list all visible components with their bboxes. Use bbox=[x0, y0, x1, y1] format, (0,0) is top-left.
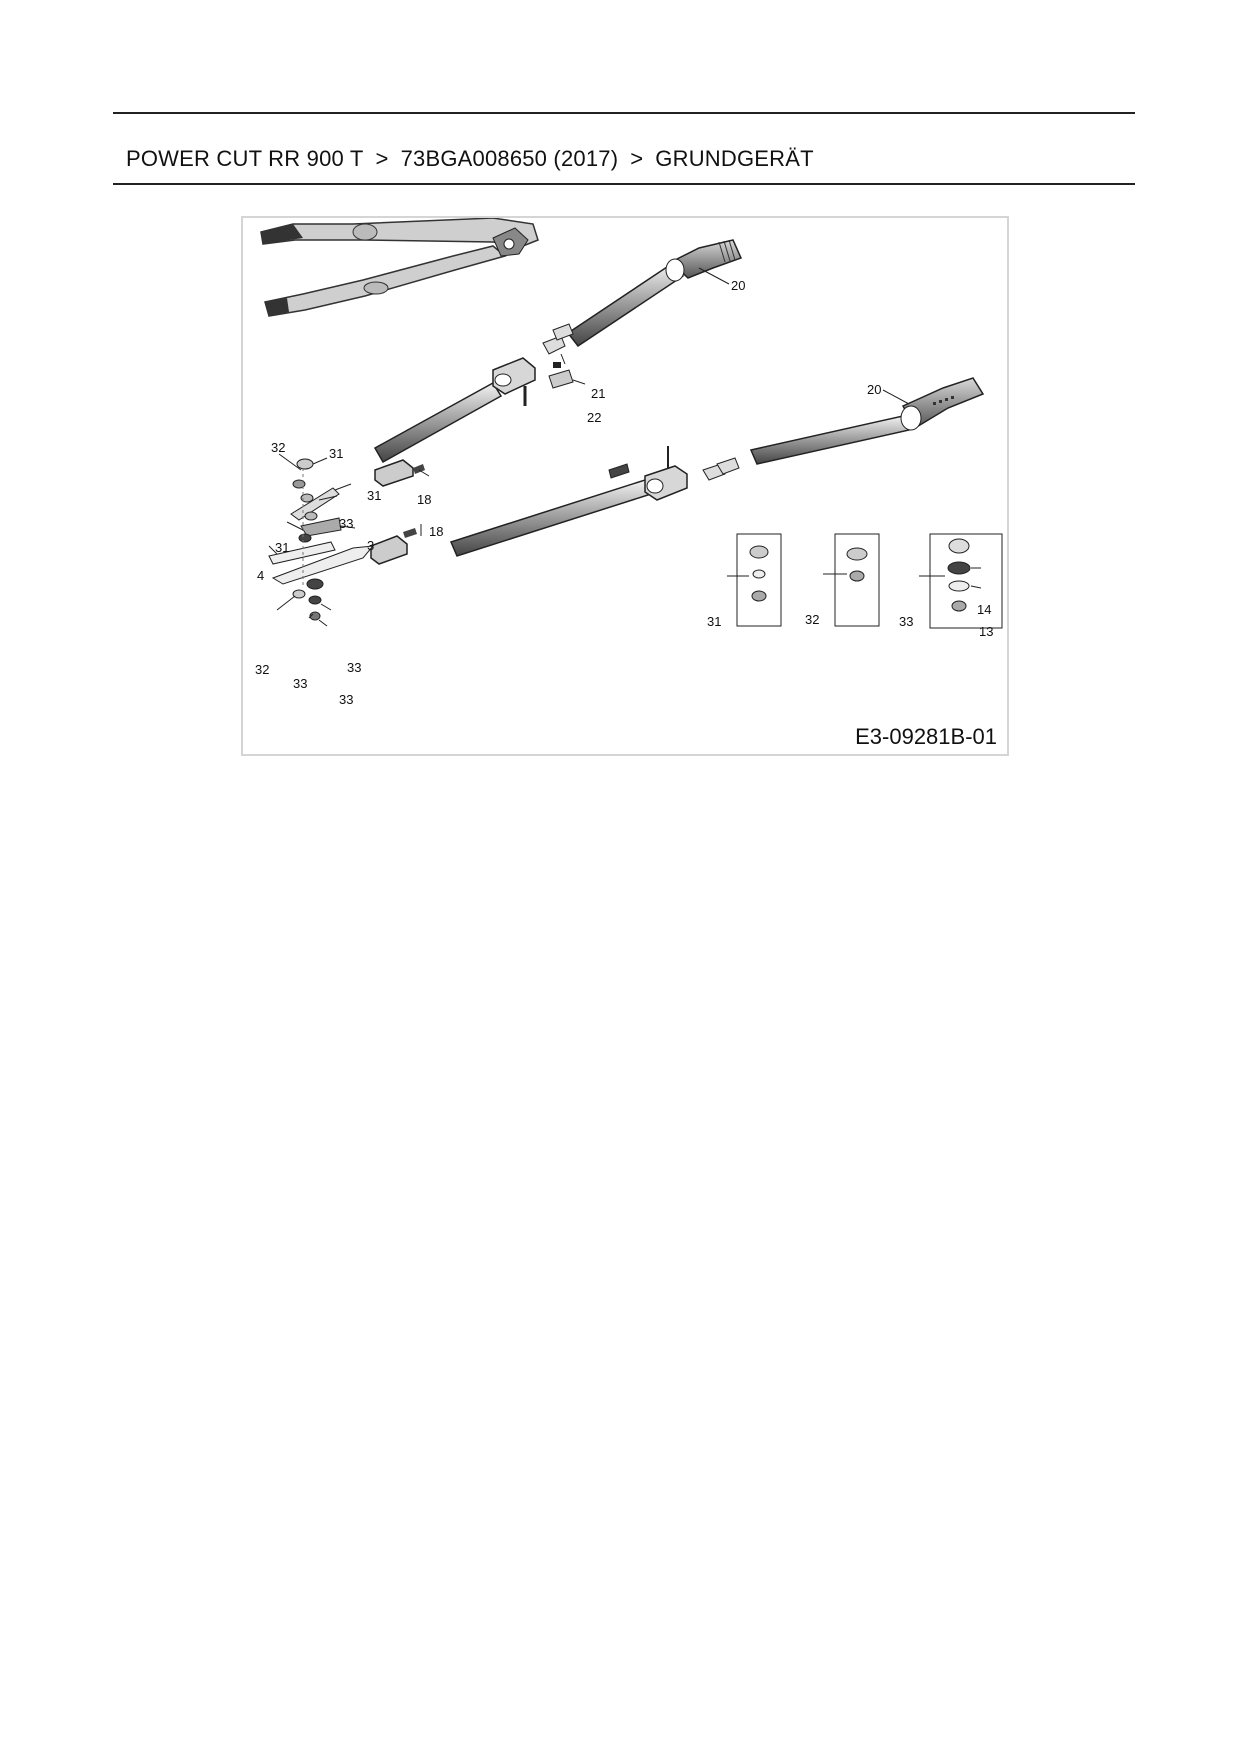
detail-box-32 bbox=[835, 534, 879, 626]
callout-33-bottom-right: 33 bbox=[347, 660, 362, 675]
header-rule-top bbox=[113, 112, 1135, 114]
callout-18-upper: 18 bbox=[417, 492, 432, 507]
breadcrumb bbox=[126, 146, 814, 172]
detail-box-31 bbox=[737, 534, 781, 626]
header-rule-bottom bbox=[113, 183, 1135, 185]
assembled-lopper-illustration bbox=[261, 218, 538, 316]
drawing-code: E3-09281B-01 bbox=[855, 724, 997, 749]
callout-detail-31: 31 bbox=[707, 614, 722, 629]
breadcrumb-article[interactable]: 73BGA008650 (2017) bbox=[400, 146, 619, 171]
callout-33-bottom: 33 bbox=[339, 692, 354, 707]
callout-31-top: 31 bbox=[329, 446, 344, 461]
callout-3: 3 bbox=[367, 538, 375, 553]
callout-22: 22 bbox=[587, 410, 602, 425]
callout-32-bottom: 32 bbox=[255, 662, 270, 677]
callout-33-bottom-left: 33 bbox=[293, 676, 308, 691]
exploded-parts-diagram bbox=[241, 216, 1009, 756]
breadcrumb-model[interactable]: POWER CUT RR 900 T bbox=[126, 146, 364, 171]
diagram-canvas bbox=[243, 218, 1011, 758]
callout-20-upper: 20 bbox=[731, 278, 746, 293]
breadcrumb-separator: > bbox=[375, 146, 389, 171]
callout-detail-33: 33 bbox=[899, 614, 914, 629]
callout-4: 4 bbox=[257, 568, 265, 583]
callout-31-left: 31 bbox=[275, 540, 290, 555]
breadcrumb-separator: > bbox=[630, 146, 644, 171]
callout-20-lower: 20 bbox=[867, 382, 882, 397]
callout-21: 21 bbox=[591, 386, 606, 401]
callout-detail-32: 32 bbox=[805, 612, 820, 627]
callout-detail-14: 14 bbox=[977, 602, 992, 617]
breadcrumb-assembly[interactable]: GRUNDGERÄT bbox=[655, 146, 814, 171]
callout-detail-13: 13 bbox=[979, 624, 994, 639]
callout-31-mid: 31 bbox=[367, 488, 382, 503]
callout-33-mid: 33 bbox=[339, 516, 354, 531]
callout-32-top: 32 bbox=[271, 440, 286, 455]
callout-18-lower: 18 bbox=[429, 524, 444, 539]
